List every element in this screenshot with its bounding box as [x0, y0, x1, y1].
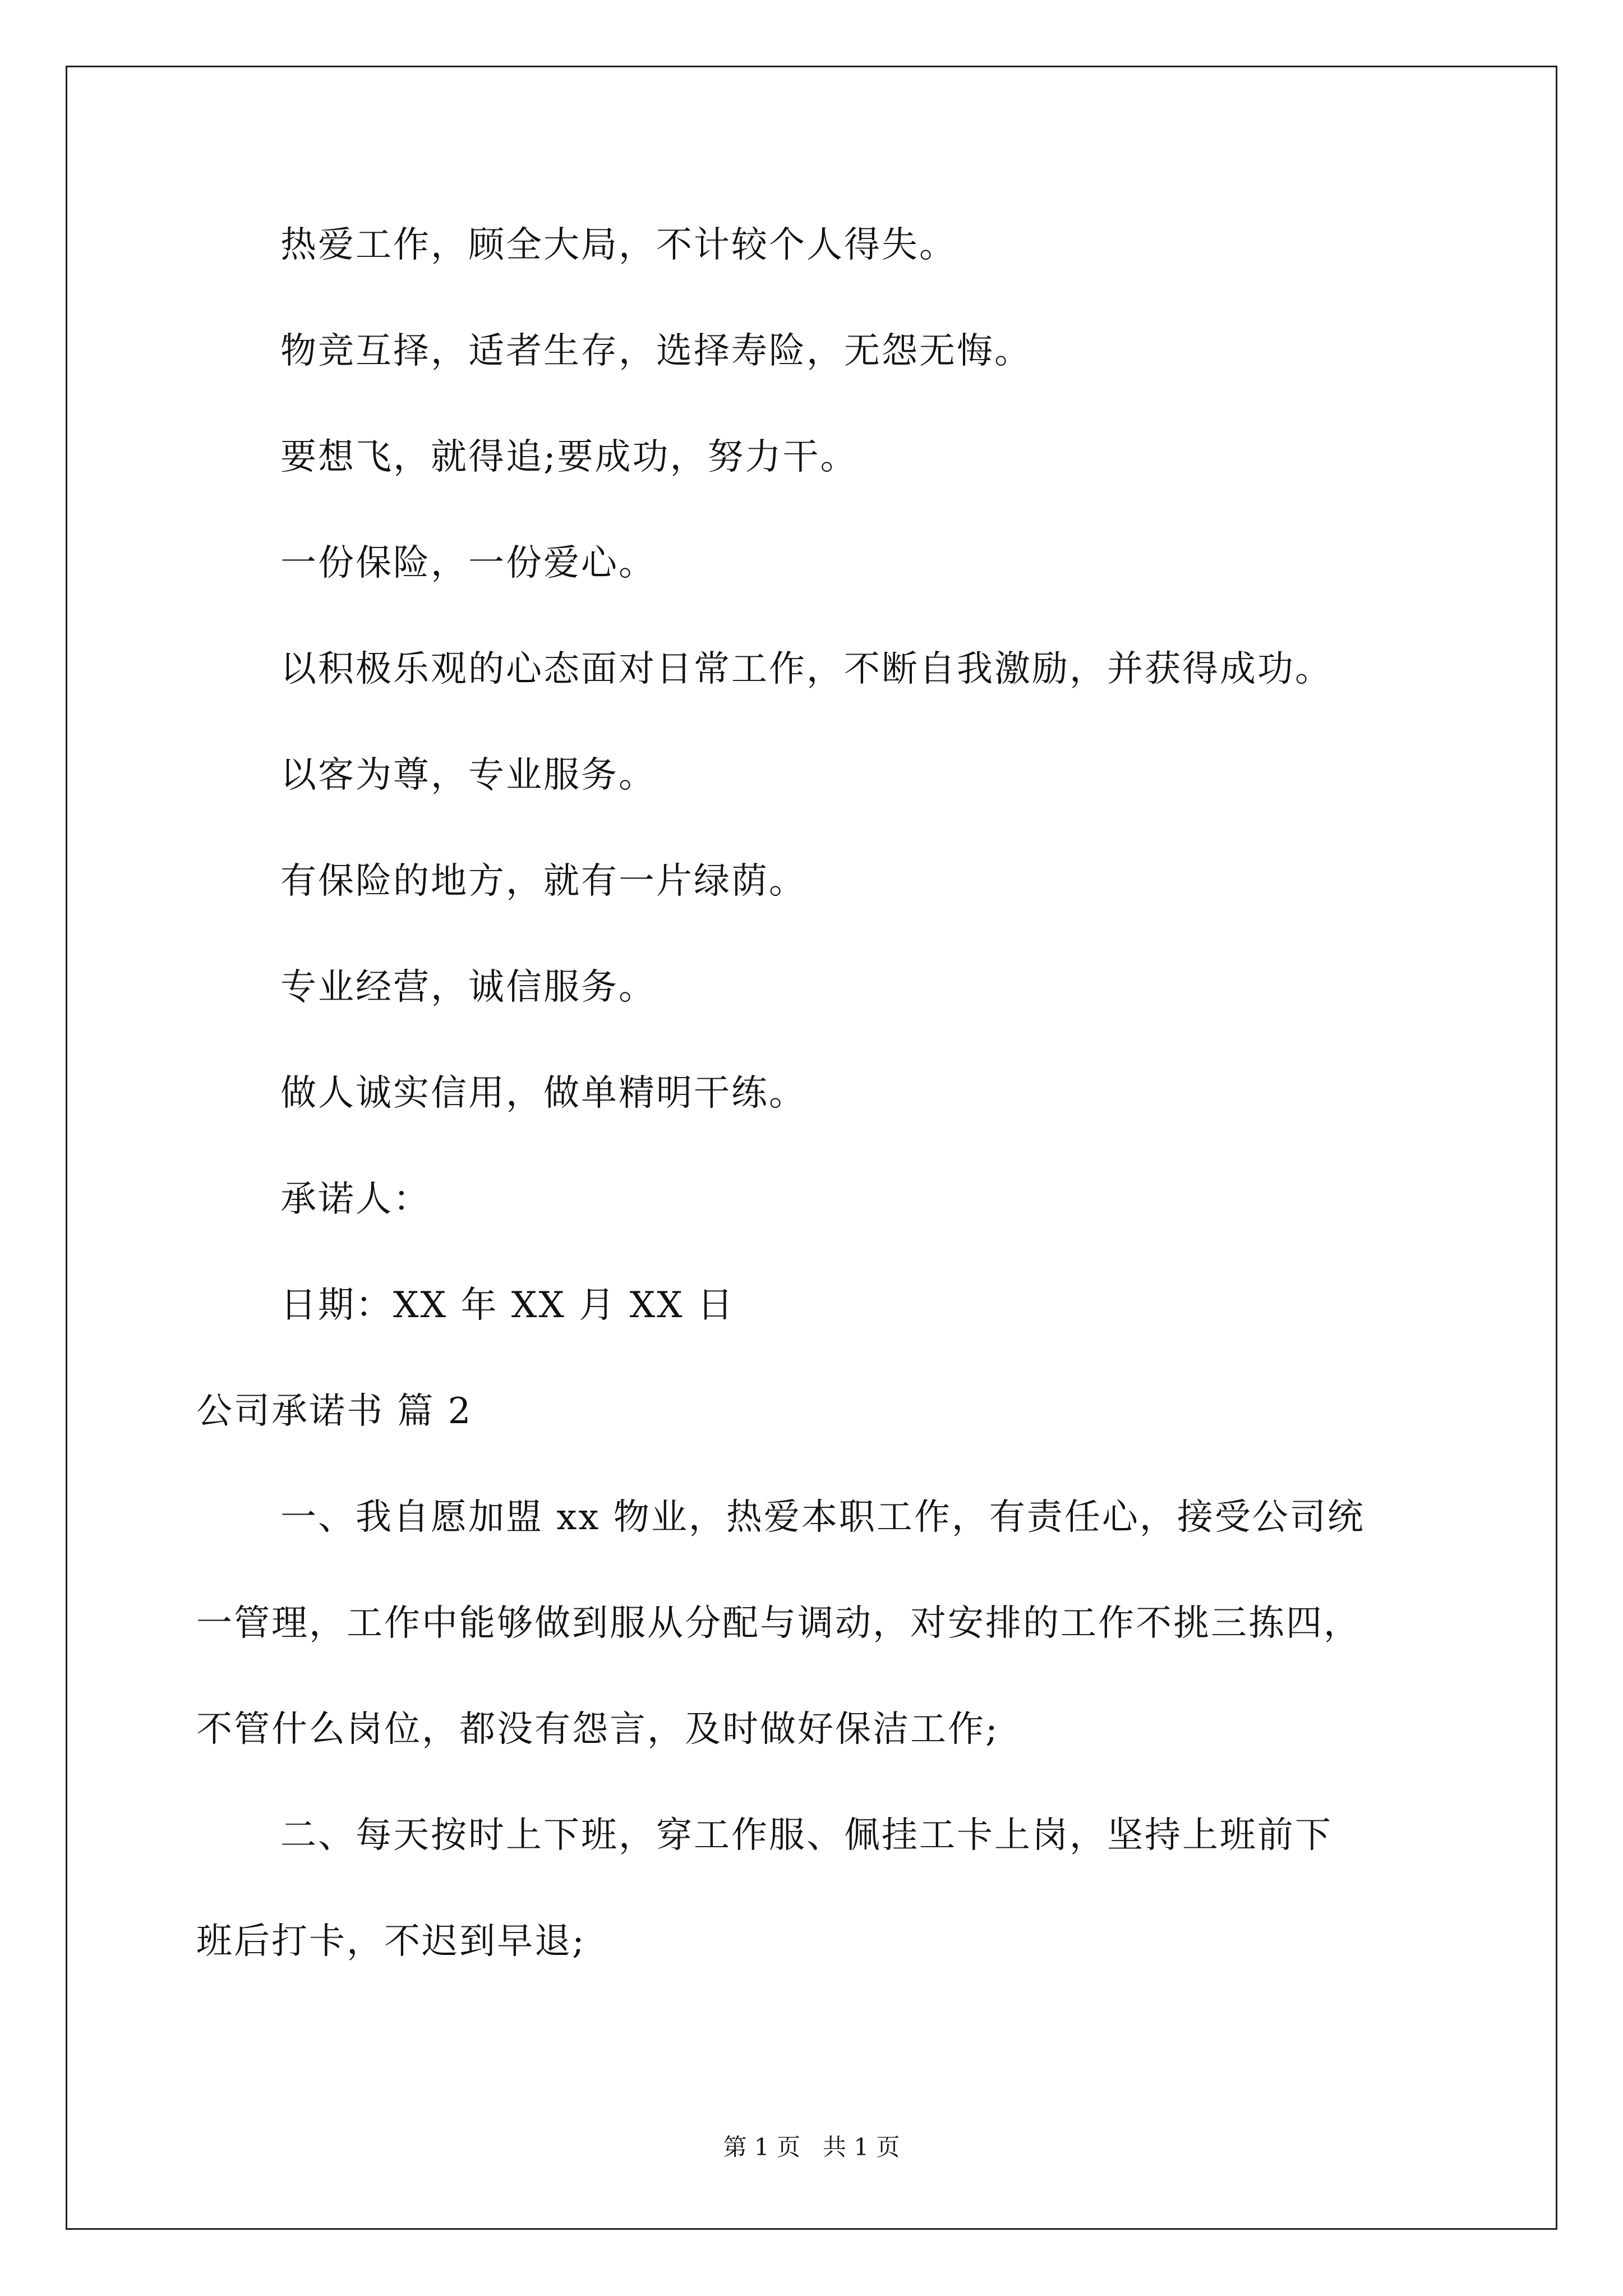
- text-line-6: 以客为尊，专业服务。: [280, 754, 656, 796]
- signatory-label: 承诺人：: [280, 1179, 431, 1220]
- text-line-9: 做人诚实信用，做单精明干练。: [280, 1073, 806, 1114]
- text-line-7: 有保险的地方，就有一片绿荫。: [280, 861, 806, 902]
- text-line-2: 物竞互择，适者生存，选择寿险，无怨无悔。: [280, 330, 1032, 372]
- page-border: [66, 66, 1557, 2230]
- section-heading: 公司承诺书 篇 2: [196, 1391, 473, 1432]
- text-line-1: 热爱工作，顾全大局，不计较个人得失。: [280, 224, 957, 266]
- text-line-8: 专业经营，诚信服务。: [280, 967, 656, 1008]
- text-line-15: 不管什么岗位，都没有怨言，及时做好保洁工作;: [196, 1709, 999, 1750]
- text-line-5: 以积极乐观的心态面对日常工作，不断自我激励，并获得成功。: [280, 648, 1332, 690]
- date-line: 日期：XX 年 XX 月 XX 日: [280, 1285, 735, 1326]
- text-line-13: 一、我自愿加盟 xx 物业，热爱本职工作，有责任心，接受公司统: [280, 1497, 1365, 1538]
- text-line-4: 一份保险，一份爱心。: [280, 542, 656, 584]
- page-number: 第 1 页: [723, 2133, 800, 2161]
- page-footer: [0, 2132, 1623, 2163]
- text-line-17: 班后打卡，不迟到早退;: [196, 1921, 586, 1962]
- text-line-16: 二、每天按时上下班，穿工作服、佩挂工卡上岗，坚持上班前下: [280, 1815, 1332, 1856]
- text-line-14: 一管理，工作中能够做到服从分配与调动，对安排的工作不挑三拣四，: [196, 1603, 1361, 1644]
- page-total: 共 1 页: [823, 2133, 900, 2161]
- text-line-3: 要想飞，就得追;要成功，努力干。: [280, 436, 858, 478]
